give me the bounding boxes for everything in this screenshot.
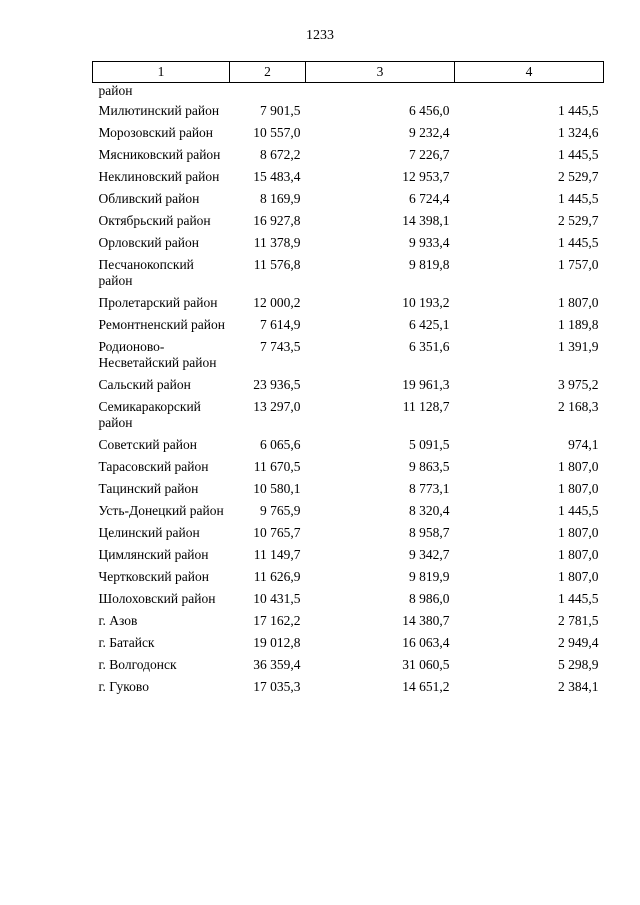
- row-col-4-cell: 3 975,2: [558, 377, 599, 392]
- row-col-3-cell: 9 863,5: [409, 459, 450, 474]
- row-name-cell: г. Гуково: [98, 679, 149, 694]
- row-col-3-cell: 7 226,7: [409, 147, 450, 162]
- row-name-cell: Цимлянский район: [98, 547, 209, 562]
- row-name-cell: Мясниковский район: [98, 147, 221, 162]
- row-name-cell: Семикаракорский район: [98, 399, 201, 430]
- table-row: [93, 147, 604, 169]
- row-col-3-cell: 10 193,2: [402, 295, 450, 310]
- row-col-4-cell: 1 445,5: [558, 103, 599, 118]
- table-row: [93, 377, 604, 399]
- table-row: [93, 191, 604, 213]
- budget-table: [92, 61, 604, 701]
- row-col-4-cell: 974,1: [568, 437, 599, 452]
- table-row: [93, 569, 604, 591]
- table-row: [93, 503, 604, 525]
- row-col-4-cell: 1 807,0: [558, 547, 599, 562]
- row-name-cell: район: [98, 83, 133, 98]
- table-row: [93, 339, 604, 377]
- table-row: [93, 103, 604, 125]
- table-row: [93, 257, 604, 295]
- row-name-cell: Неклиновский район: [98, 169, 220, 184]
- row-col-3-cell: 8 320,4: [409, 503, 450, 518]
- row-col-2-cell: 9 765,9: [260, 503, 301, 518]
- row-name-cell: Тарасовский район: [98, 459, 209, 474]
- continuation-row: [93, 83, 604, 104]
- row-col-4-cell: 5 298,9: [558, 657, 599, 672]
- row-col-2-cell: 11 576,8: [253, 257, 301, 272]
- row-col-2-cell: 11 378,9: [253, 235, 301, 250]
- row-col-2-cell: 11 626,9: [253, 569, 301, 584]
- row-name-cell: Милютинский район: [98, 103, 220, 118]
- row-col-4-cell: 1 189,8: [558, 317, 599, 332]
- row-col-2-cell: 10 765,7: [253, 525, 301, 540]
- row-col-3-cell: 8 958,7: [409, 525, 450, 540]
- row-col-4-cell: 1 445,5: [558, 191, 599, 206]
- row-col-2-cell: 10 557,0: [253, 125, 301, 140]
- row-col-4-cell: 2 384,1: [558, 679, 599, 694]
- row-col-2-cell: 10 431,5: [253, 591, 301, 606]
- row-col-2-cell: 15 483,4: [253, 169, 301, 184]
- table-row: [93, 169, 604, 191]
- header-col-2: 2: [230, 62, 306, 83]
- row-name-cell: Сальский район: [98, 377, 191, 392]
- row-col-2-cell: 19 012,8: [253, 635, 301, 650]
- row-col-4-cell: 2 949,4: [558, 635, 599, 650]
- row-col-3-cell: 11 128,7: [402, 399, 450, 414]
- row-col-2-cell: 36 359,4: [253, 657, 301, 672]
- header-col-3: 3: [306, 62, 455, 83]
- row-col-4-cell: 2 168,3: [558, 399, 599, 414]
- row-col-3-cell: 6 456,0: [409, 103, 450, 118]
- row-col-4-cell: 1 445,5: [558, 235, 599, 250]
- row-name-cell: Песчанокопский район: [98, 257, 194, 288]
- table-row: [93, 481, 604, 503]
- row-col-4-cell: 1 807,0: [558, 569, 599, 584]
- row-col-3-cell: 9 232,4: [409, 125, 450, 140]
- table-body: [93, 83, 604, 702]
- row-col-2-cell: 11 670,5: [253, 459, 301, 474]
- row-col-3-cell: 5 091,5: [409, 437, 450, 452]
- row-name-cell: Усть-Донецкий район: [98, 503, 224, 518]
- row-col-3-cell: 9 933,4: [409, 235, 450, 250]
- row-name-cell: г. Азов: [98, 613, 138, 628]
- row-col-2-cell: 17 035,3: [253, 679, 301, 694]
- row-col-3-cell: 9 819,9: [409, 569, 450, 584]
- row-col-3-cell: 8 773,1: [409, 481, 450, 496]
- row-col-4-cell: 1 807,0: [558, 525, 599, 540]
- header-col-1: 1: [93, 62, 230, 83]
- row-col-2-cell: 17 162,2: [253, 613, 301, 628]
- table-row: [93, 635, 604, 657]
- row-name-cell: Октябрьский район: [98, 213, 211, 228]
- row-name-cell: Советский район: [98, 437, 197, 452]
- row-col-3-cell: 31 060,5: [402, 657, 450, 672]
- row-col-3-cell: 6 425,1: [409, 317, 450, 332]
- row-col-3-cell: 19 961,3: [402, 377, 450, 392]
- row-col-3-cell: 8 986,0: [409, 591, 450, 606]
- row-col-4-cell: 1 445,5: [558, 591, 599, 606]
- row-col-2-cell: 12 000,2: [253, 295, 301, 310]
- row-col-2-cell: 7 743,5: [260, 339, 301, 354]
- row-col-2-cell: 16 927,8: [253, 213, 301, 228]
- table-row: [93, 547, 604, 569]
- table-row: [93, 399, 604, 437]
- row-col-3-cell: 14 380,7: [402, 613, 450, 628]
- row-col-3-cell: 16 063,4: [402, 635, 450, 650]
- row-name-cell: г. Батайск: [98, 635, 155, 650]
- row-name-cell: Родионово-Несветайский район: [98, 339, 217, 370]
- row-col-4-cell: 1 807,0: [558, 459, 599, 474]
- row-col-4-cell: 2 781,5: [558, 613, 599, 628]
- row-col-2-cell: 6 065,6: [260, 437, 301, 452]
- row-col-4-cell: 1 391,9: [558, 339, 599, 354]
- row-col-3-cell: 14 398,1: [402, 213, 450, 228]
- row-col-4-cell: 1 445,5: [558, 147, 599, 162]
- row-col-2-cell: 7 901,5: [260, 103, 301, 118]
- row-col-2-cell: 10 580,1: [253, 481, 301, 496]
- table-row: [93, 657, 604, 679]
- row-col-2-cell: 8 672,2: [260, 147, 301, 162]
- table-row: [93, 235, 604, 257]
- row-col-4-cell: 1 324,6: [558, 125, 599, 140]
- row-col-2-cell: 23 936,5: [253, 377, 301, 392]
- row-col-2-cell: 11 149,7: [253, 547, 301, 562]
- table-row: [93, 437, 604, 459]
- table-row: [93, 591, 604, 613]
- row-name-cell: Обливский район: [98, 191, 200, 206]
- header-row: [93, 62, 604, 83]
- table-row: [93, 213, 604, 235]
- row-name-cell: Морозовский район: [98, 125, 214, 140]
- row-col-4-cell: 1 757,0: [558, 257, 599, 272]
- row-name-cell: Тацинский район: [98, 481, 199, 496]
- row-col-2-cell: 7 614,9: [260, 317, 301, 332]
- row-name-cell: Ремонтненский район: [98, 317, 225, 332]
- row-name-cell: Целинский район: [98, 525, 200, 540]
- row-name-cell: Орловский район: [98, 235, 199, 250]
- row-name-cell: Шолоховский район: [98, 591, 216, 606]
- row-col-4-cell: 2 529,7: [558, 213, 599, 228]
- row-col-4-cell: 1 445,5: [558, 503, 599, 518]
- row-col-3-cell: 14 651,2: [402, 679, 450, 694]
- table-row: [93, 459, 604, 481]
- row-col-4-cell: 1 807,0: [558, 481, 599, 496]
- table-row: [93, 295, 604, 317]
- row-col-4-cell: 2 529,7: [558, 169, 599, 184]
- row-name-cell: Чертковский район: [98, 569, 209, 584]
- row-col-3-cell: 9 819,8: [409, 257, 450, 272]
- table-row: [93, 317, 604, 339]
- table-row: [93, 525, 604, 547]
- table-header: [93, 62, 604, 83]
- header-col-4: 4: [455, 62, 604, 83]
- row-col-3-cell: 6 724,4: [409, 191, 450, 206]
- row-col-2-cell: 13 297,0: [253, 399, 301, 414]
- page-number: 1233: [306, 28, 334, 43]
- row-col-2-cell: 8 169,9: [260, 191, 301, 206]
- row-col-3-cell: 6 351,6: [409, 339, 450, 354]
- table-row: [93, 613, 604, 635]
- row-col-3-cell: 9 342,7: [409, 547, 450, 562]
- row-name-cell: Пролетарский район: [98, 295, 218, 310]
- table-row: [93, 679, 604, 701]
- table-row: [93, 125, 604, 147]
- row-name-cell: г. Волгодонск: [98, 657, 177, 672]
- row-col-3-cell: 12 953,7: [402, 169, 450, 184]
- row-col-4-cell: 1 807,0: [558, 295, 599, 310]
